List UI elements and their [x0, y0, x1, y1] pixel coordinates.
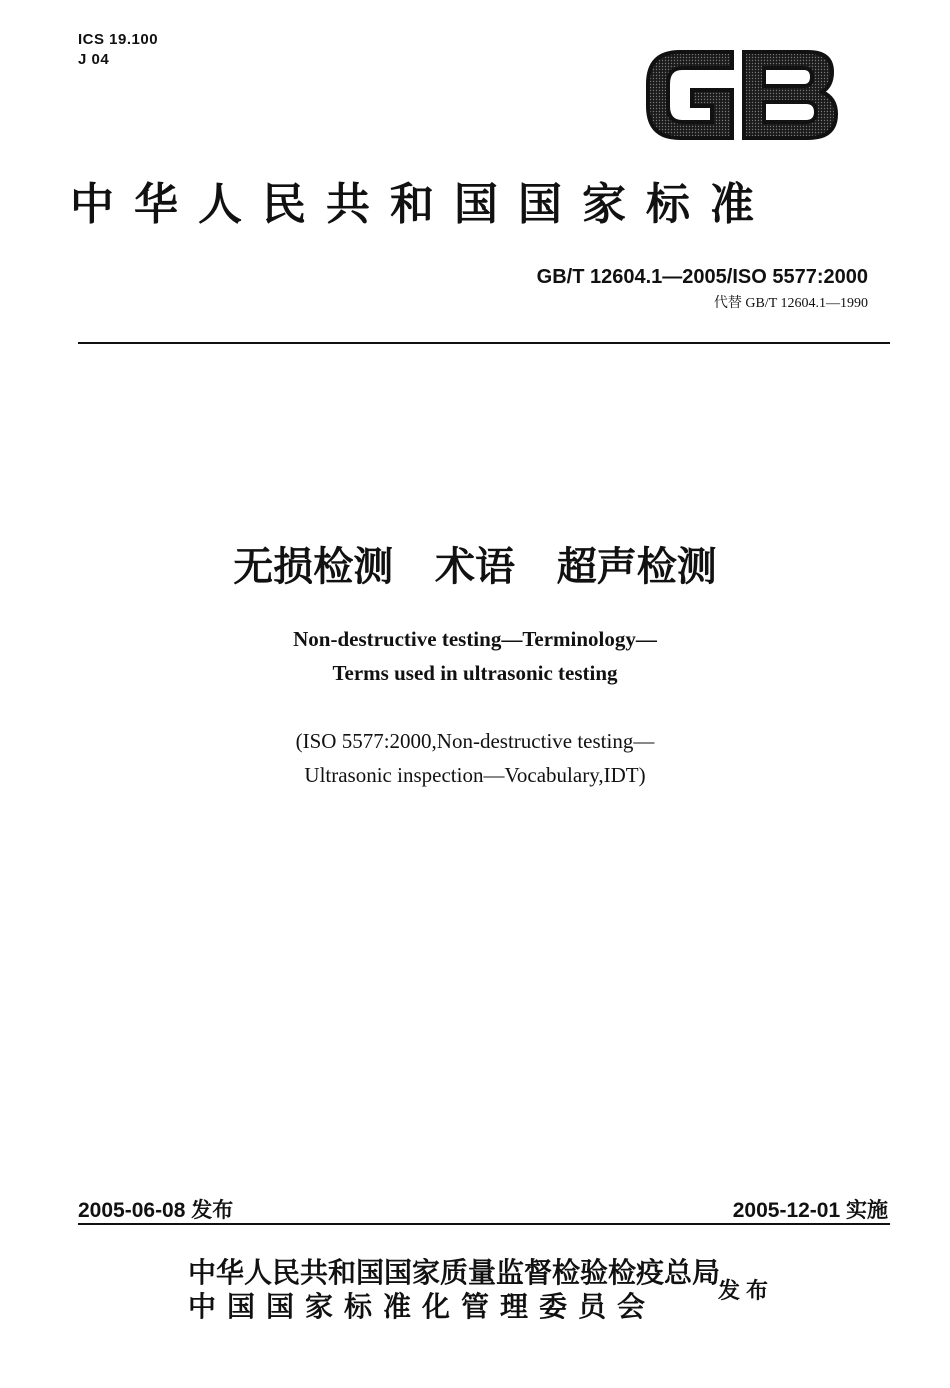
ccs-code: J 04 — [78, 51, 110, 68]
title-en-line1: Non-destructive testing—Terminology— — [293, 627, 657, 651]
title-en-line2: Terms used in ultrasonic testing — [332, 661, 618, 685]
issue-date: 2005-06-08 发布 — [78, 1199, 234, 1222]
document-title-en — [0, 622, 950, 690]
national-standard-title: 中华人民共和国国家标准 — [70, 179, 774, 230]
gb-logo — [640, 44, 840, 144]
document-title-cn: 无损检测 术语 超声检测 — [233, 544, 717, 590]
top-divider — [78, 342, 890, 344]
classification-codes — [78, 30, 158, 70]
bottom-divider — [78, 1223, 890, 1225]
standard-number: GB/T 12604.1—2005/ISO 5577:2000 — [536, 266, 868, 288]
issuer-line1: 中华人民共和国国家质量监督检验检疫总局 — [188, 1256, 721, 1289]
replaces-standard: 代替 GB/T 12604.1—1990 — [713, 296, 868, 311]
iso-reference-line1: (ISO 5577:2000,Non-destructive testing— — [295, 729, 655, 753]
ics-code: ICS 19.100 — [78, 31, 159, 48]
iso-reference — [0, 724, 950, 792]
publish-label: 发布 — [718, 1279, 775, 1304]
iso-reference-line2: Ultrasonic inspection—Vocabulary,IDT) — [304, 763, 646, 787]
issuer-line2: 中国国家标准化管理委员会 — [188, 1290, 657, 1323]
effective-date: 2005-12-01 实施 — [732, 1199, 888, 1222]
